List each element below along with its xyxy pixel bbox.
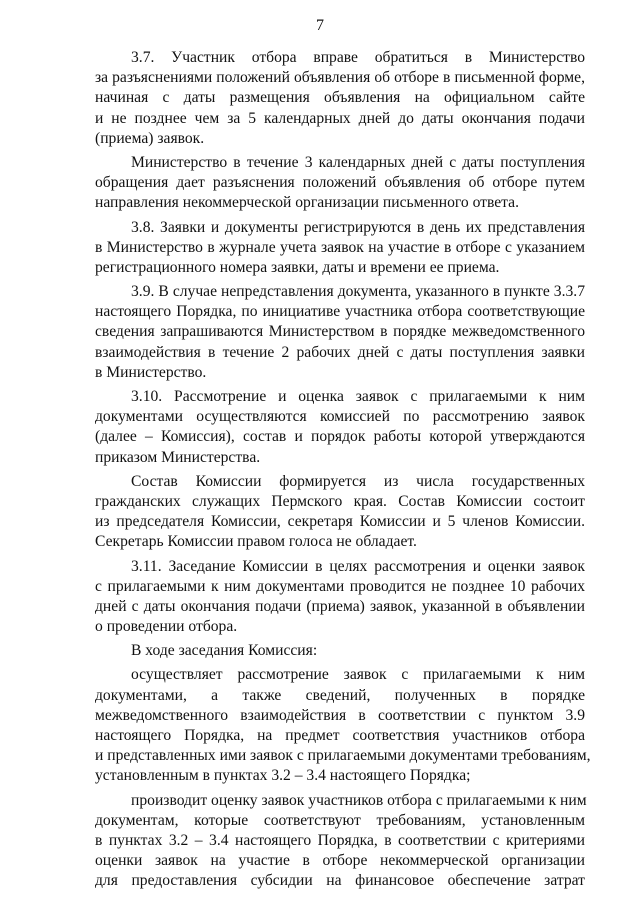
- text-line: за разъяснениями положений объявления об отборе в письменной форме,: [95, 69, 585, 87]
- text-line: 3.9. В случае непредставления документа, указанного в пункте 3.3.7: [131, 283, 585, 301]
- text-line: гражданских служащих Пермского края. Состав Комиссии состоит: [95, 492, 585, 510]
- text-line: установленным в пунктах 3.2 – 3.4 настоящего Порядка;: [95, 767, 471, 785]
- text-line: направления некоммерческой организации письменного ответа.: [95, 194, 519, 212]
- text-line: (далее – Комиссия), состав и порядок работы которой утверждаются: [95, 428, 585, 446]
- text-line: 3.7. Участник отбора вправе обратиться в Министерство: [131, 49, 585, 66]
- text-line: в Министерство.: [95, 363, 207, 381]
- text-line: 3.10. Рассмотрение и оценка заявок с прилагаемыми к ним: [131, 388, 585, 405]
- text-line: Министерство в течение 3 календарных дней с даты поступления: [131, 153, 585, 171]
- text-line: регистрационного номера заявки, даты и времени ее приема.: [95, 258, 500, 276]
- document-body: [95, 48, 591, 896]
- paragraph: [95, 641, 585, 661]
- text-line: межведомственного взаимодействия в соответствии с пунктом 3.9: [95, 706, 585, 724]
- text-line: настоящего Порядка, на предмет соответствия участников отбора: [95, 727, 585, 744]
- paragraph: [95, 665, 591, 786]
- page-number: 7: [316, 17, 324, 34]
- paragraph: [95, 48, 585, 149]
- paragraph: [95, 282, 585, 383]
- paragraph: [95, 153, 585, 214]
- text-line: взаимодействия в течение 2 рабочих дней с даты поступления заявки: [95, 343, 585, 361]
- text-line: осуществляет рассмотрение заявок с прилагаемыми к ним: [131, 666, 585, 684]
- text-line: дней с даты окончания подачи (приема) заявок, указанной в объявлении: [95, 597, 585, 615]
- text-line: из председателя Комиссии, секретаря Комиссии и 5 членов Комиссии.: [95, 513, 585, 531]
- paragraph: [95, 387, 585, 468]
- paragraph: [95, 557, 585, 638]
- text-line: сведения запрашиваются Министерством в порядке межведомственного: [95, 323, 585, 341]
- paragraph: [95, 472, 585, 553]
- text-line: и не позднее чем за 5 календарных дней до даты окончания подачи: [95, 109, 585, 127]
- text-line: для предоставления субсидии на финансовое обеспечение затрат: [95, 872, 585, 890]
- text-line: (приема) заявок.: [95, 129, 205, 147]
- text-line: В ходе заседания Комиссия:: [131, 642, 318, 660]
- text-line: в пунктах 3.2 – 3.4 настоящего Порядка, в соответствии с критериями: [95, 831, 585, 849]
- text-line: производит оценку заявок участников отбора с прилагаемыми к ним: [131, 791, 587, 809]
- text-line: настоящего Порядка, по инициативе участника отбора соответствующие: [95, 303, 585, 321]
- text-line: в Министерство в журнале учета заявок на участие в отборе с указанием: [95, 238, 585, 256]
- text-line: Состав Комиссии формируется из числа государственных: [131, 472, 585, 490]
- text-line: 3.11. Заседание Комиссии в целях рассмотрения и оценки заявок: [131, 557, 585, 575]
- text-line: Секретарь Комиссии правом голоса не обладает.: [95, 533, 417, 551]
- text-line: начиная с даты размещения объявления на официальном сайте: [95, 89, 585, 107]
- text-line: оценки заявок на участие в отборе некоммерческой организации: [95, 852, 585, 870]
- text-line: 3.8. Заявки и документы регистрируются в день их представления: [131, 218, 585, 236]
- paragraph: [95, 218, 585, 279]
- text-line: документами, а также сведений, полученных в порядке: [95, 686, 585, 704]
- text-line: приказом Министерства.: [95, 448, 261, 466]
- text-line: обращения дает разъяснения положений объявления об отборе путем: [95, 174, 585, 192]
- text-line: документам, которые соответствуют требованиям, установленным: [95, 811, 585, 829]
- paragraph: [95, 791, 585, 892]
- text-line: о проведении отбора.: [95, 618, 238, 636]
- text-line: документами осуществляются комиссией по рассмотрению заявок: [95, 408, 585, 426]
- text-line: с прилагаемыми к ним документами проводится не позднее 10 рабочих: [95, 577, 585, 595]
- text-line: и представленных ими заявок с прилагаемыми документами требованиям,: [95, 747, 591, 765]
